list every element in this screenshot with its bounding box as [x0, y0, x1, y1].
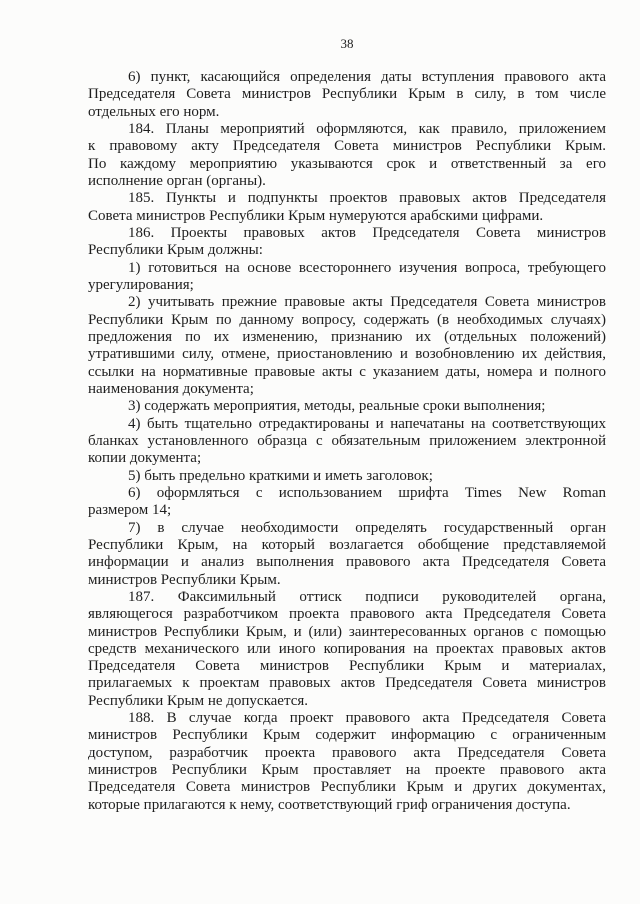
- item-6-continuation: [88, 69, 606, 121]
- text-line: Председателя Совета министров Республики Крым и других документах,: [88, 779, 606, 796]
- clause-186-item-5: [88, 468, 606, 485]
- text-line: копии документа;: [88, 450, 202, 467]
- clause-187: [88, 589, 606, 710]
- text-line: Председателя Совета министров Республики Крым и материалах,: [88, 658, 606, 675]
- clause-184: [88, 121, 606, 190]
- text-line: утратившими силу, отмене, приостановлению и возобновлению их действия,: [88, 346, 606, 363]
- text-line: 184. Планы мероприятий оформляются, как правило, приложением: [128, 120, 606, 137]
- text-line: 185. Пункты и подпункты проектов правовых актов Председателя: [128, 190, 606, 207]
- text-line: 5) быть предельно краткими и иметь заголовок;: [128, 467, 433, 484]
- text-line: Республики Крым не допускается.: [88, 692, 308, 709]
- clause-186-item-4: [88, 416, 606, 468]
- text-line: министров Республики Крым содержит информацию с ограниченным: [88, 727, 606, 744]
- text-line: По каждому мероприятию указываются срок и ответственный за его: [88, 155, 606, 172]
- text-line: прилагаемых к проектам правовых актов Председателя Совета министров: [88, 675, 606, 692]
- text-line: 7) в случае необходимости определять государственный орган: [128, 519, 606, 536]
- text-line: 2) учитывать прежние правовые акты Председателя Совета министров: [128, 294, 606, 311]
- text-line: 3) содержать мероприятия, методы, реальные сроки выполнения;: [128, 398, 546, 415]
- text-line: средств механического или иного копирования на проектах правовых актов: [88, 640, 606, 657]
- text-line: наименования документа;: [88, 380, 254, 397]
- text-line: доступом, разработчик проекта правового акта Председателя Совета: [88, 744, 606, 761]
- text-line: министров Республики Крым, и (или) заинтересованных органов с помощью: [88, 623, 606, 640]
- text-line: 4) быть тщательно отредактированы и напечатаны на соответствующих: [128, 415, 606, 432]
- text-line: Республики Крым по данному вопросу, содержать (в необходимых случаях): [88, 311, 606, 328]
- text-line: Республики Крым, на который возлагается обобщение представляемой: [88, 536, 606, 553]
- clause-186: [88, 225, 606, 260]
- text-line: которые прилагаются к нему, соответствующий гриф ограничения доступа.: [88, 796, 571, 813]
- text-line: размером 14;: [88, 502, 172, 519]
- page-number: 38: [340, 36, 354, 51]
- text-line: являющегося разработчиком проекта правового акта Председателя Совета: [88, 606, 606, 623]
- text-line: урегулирования;: [88, 276, 194, 293]
- text-line: предложения по их изменению, признанию их (отдельных положений): [88, 328, 606, 345]
- clause-186-item-1: [88, 260, 606, 295]
- document-body: [88, 69, 606, 814]
- text-line: отдельных его норм.: [88, 103, 220, 120]
- clause-186-item-6: [88, 485, 606, 520]
- text-line: ссылки на нормативные правовые акты с указанием даты, номера и полного: [88, 363, 606, 380]
- text-line: 1) готовиться на основе всестороннего изучения вопроса, требующего: [128, 259, 606, 276]
- clause-186-item-7: [88, 520, 606, 589]
- text-line: 6) пункт, касающийся определения даты вступления правового акта: [128, 69, 606, 85]
- text-line: бланках установленного образца с обязательным приложением электронной: [88, 432, 606, 449]
- text-line: 188. В случае когда проект правового акта Председателя Совета: [128, 710, 606, 727]
- text-line: Председателя Совета министров Республики Крым в силу, в том числе: [88, 86, 606, 103]
- text-line: 186. Проекты правовых актов Председателя Совета министров: [128, 224, 606, 241]
- text-line: информации и анализ выполнения правового акта Председателя Совета: [88, 554, 606, 571]
- text-line: министров Республики Крым.: [88, 571, 281, 588]
- text-line: 6) оформляться с использованием шрифта Times New Roman: [128, 484, 606, 501]
- clause-186-item-2: [88, 294, 606, 398]
- clause-188: [88, 710, 606, 814]
- text-line: 187. Факсимильный оттиск подписи руководителей органа,: [128, 588, 606, 605]
- text-line: министров Республики Крым проставляет на проекте правового акта: [88, 762, 606, 779]
- text-line: исполнение орган (органы).: [88, 172, 266, 189]
- text-line: Республики Крым должны:: [88, 242, 263, 259]
- clause-185: [88, 190, 606, 225]
- text-line: к правовому акту Председателя Совета министров Республики Крым.: [88, 138, 606, 155]
- clause-186-item-3: [88, 398, 606, 415]
- text-line: Совета министров Республики Крым нумеруются арабскими цифрами.: [88, 207, 544, 224]
